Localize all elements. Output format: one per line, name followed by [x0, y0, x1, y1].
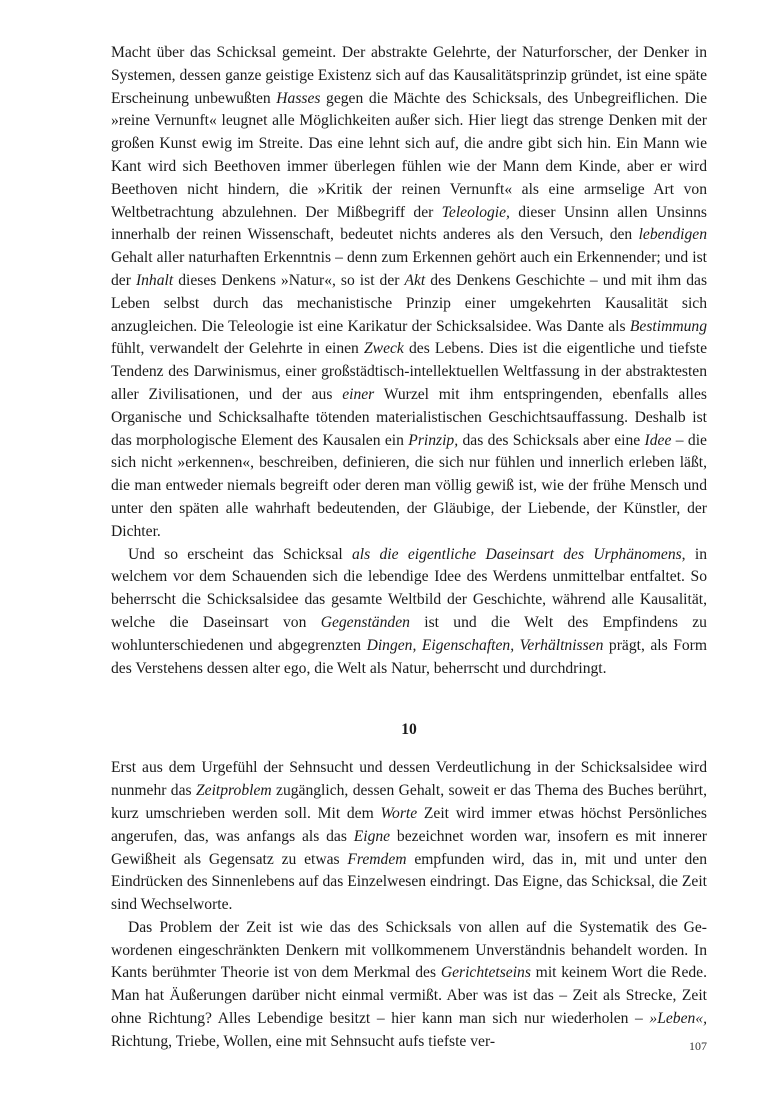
italic-phrase: Prinzip,: [408, 431, 459, 449]
italic-phrase: Zweck: [364, 340, 404, 358]
italic-phrase: »Leben«,: [649, 1010, 707, 1028]
italic-phrase: als die eigentliche Daseinsart des Urphänomens,: [352, 545, 686, 563]
paragraph-4: Das Problem der Zeit ist wie das des Schicksals von allen auf die Systematik des Gewordenen eingeschränkten Denkern mit vollkommenem Unverständnis behandelt worden. In Kants berühmter Theorie ist von dem Merkmal des Gerichtetseins mit keinem Wort die Rede. Man hat Äußerungen darüber nicht einmal vermißt. Aber was ist das – Zeit als Strecke, Zeit ohne Richtung? Alles Lebendige besitzt – hier kann man sich nur wiederholen – »Leben«, Richtung, Triebe, Wollen, eine mit Sehnsucht aufs tiefste ver-: [111, 918, 707, 1050]
italic-phrase: Bestimmung: [629, 317, 707, 335]
italic-phrase: Gerichtetseins: [440, 964, 531, 982]
italic-phrase: Gegenständen: [320, 613, 410, 631]
italic-phrase: Dingen, Eigenschaften, Verhältnissen: [366, 636, 604, 654]
section-number: 10: [401, 721, 417, 739]
italic-phrase: Akt: [404, 271, 426, 289]
italic-phrase: Hasses: [276, 89, 321, 107]
paragraph-1: Macht über das Schicksal gemeint. Der abstrakte Gelehrte, der Naturforscher, der Denker in Systemen, dessen ganze geistige Existenz sich auf das Kausalitätsprinzip gründet, ist eine späte Erscheinung unbewußten Hasses gegen die Mächte des Schicksals, des Unbegreiflichen. Die »reine Vernunft« leugnet alle Möglichkeiten außer sich. Hier liegt das strenge Denken mit der großen Kunst ewig im Streite. Das eine lehnt sich auf, die andre gibt sich hin. Ein Mann wie Kant wird sich Beethoven immer überlegen fühlen wie der Mann dem Kinde, aber er wird Beethoven nicht hindern, die »Kritik der reinen Vernunft« als eine armselige Art von Weltbetrachtung abzulehnen. Der Mißbegriff der Teleologie, dieser Unsinn allen Unsinns innerhalb der reinen Wissenschaft, bedeutet nichts anderes als den Versuch, den lebendigen Gehalt aller naturhaften Erkenntnis – denn zum Erkennen gehört auch ein Erkennender; und ist der Inhalt dieses Denkens »Natur«, so ist der Akt des Denkens Geschichte – und mit ihm das Leben selbst durch das mechanistische Prinzip einer umgekehrten Kausalität sich anzugleichen. Die Teleologie ist eine Karikatur der Schicksalsidee. Was Dante als Bestimmung fühlt, verwandelt der Gelehrte in einen Zweck des Lebens. Dies ist die eigentliche und tiefste Tendenz des Darwinismus, einer großstädtisch-intellektuellen Weltfassung in der abstraktesten aller Zivilisationen, und der aus einer Wurzel mit ihm entspringenden, ebenfalls alles Organische und Schicksalhafte tötenden materialistischen Geschichtsauffassung. Deshalb ist das morphologische Element des Kausalen ein Prinzip, das des Schicksals aber eine Idee – die sich nicht »erkennen«, beschreiben, definieren, die sich nur fühlen und innerlich erleben läßt, die man entweder niemals begreift oder deren man völlig gewiß ist, wie der frühe Mensch und unter den späten alle wahrhaft bedeutenden, der Gläubige, der Liebende, der Künstler, der Dichter.: [111, 44, 708, 540]
italic-phrase: Fremdem: [347, 850, 407, 868]
italic-phrase: Zeitproblem: [195, 782, 272, 800]
italic-phrase: Eigne: [353, 827, 391, 845]
italic-phrase: Inhalt: [135, 271, 174, 289]
italic-phrase: Teleologie,: [441, 203, 510, 221]
paragraph-2: Und so erscheint das Schicksal als die eigentliche Daseinsart des Urphänomens, in welchem vor dem Schauenden sich die lebendige Idee des Werdens unmittelbar entfaltet. So beherrscht die Schicksalsidee das gesamte Weltbild der Geschichte, während alle Kausalität, welche die Daseinsart von Gegenständen ist und die Welt des Empfindens zu wohlunterschiedenen und abgegrenzten Dingen, Eigenschaften, Verhältnissen prägt, als Form des Verstehens dessen alter ego, die Welt als Natur, beherrscht und durchdringt.: [111, 545, 708, 677]
page-number: 107: [689, 1039, 707, 1053]
italic-phrase: lebendigen: [638, 226, 707, 244]
italic-phrase: Idee: [644, 431, 672, 449]
italic-phrase: einer: [342, 385, 375, 403]
italic-phrase: Worte: [380, 804, 418, 822]
page-body: [111, 42, 707, 1054]
paragraph-3: Erst aus dem Urgefühl der Sehnsucht und dessen Verdeutlichung in der Schicksalsidee wird nunmehr das Zeitproblem zugänglich, dessen Gehalt, soweit er das Thema des Buches berührt, kurz umschrieben werden soll. Mit dem Worte Zeit wird immer etwas höchst Persönliches angerufen, das, was anfangs als das Eigne bezeichnet worden war, insofern es mit innerer Gewißheit als Gegensatz zu etwas Fremdem empfunden wird, das in, mit und unter den Eindrücken des Sinnenlebens auf das Einzelwesen eindringt. Das Eigne, das Schicksal, die Zeit sind Wechselworte.: [111, 759, 707, 914]
